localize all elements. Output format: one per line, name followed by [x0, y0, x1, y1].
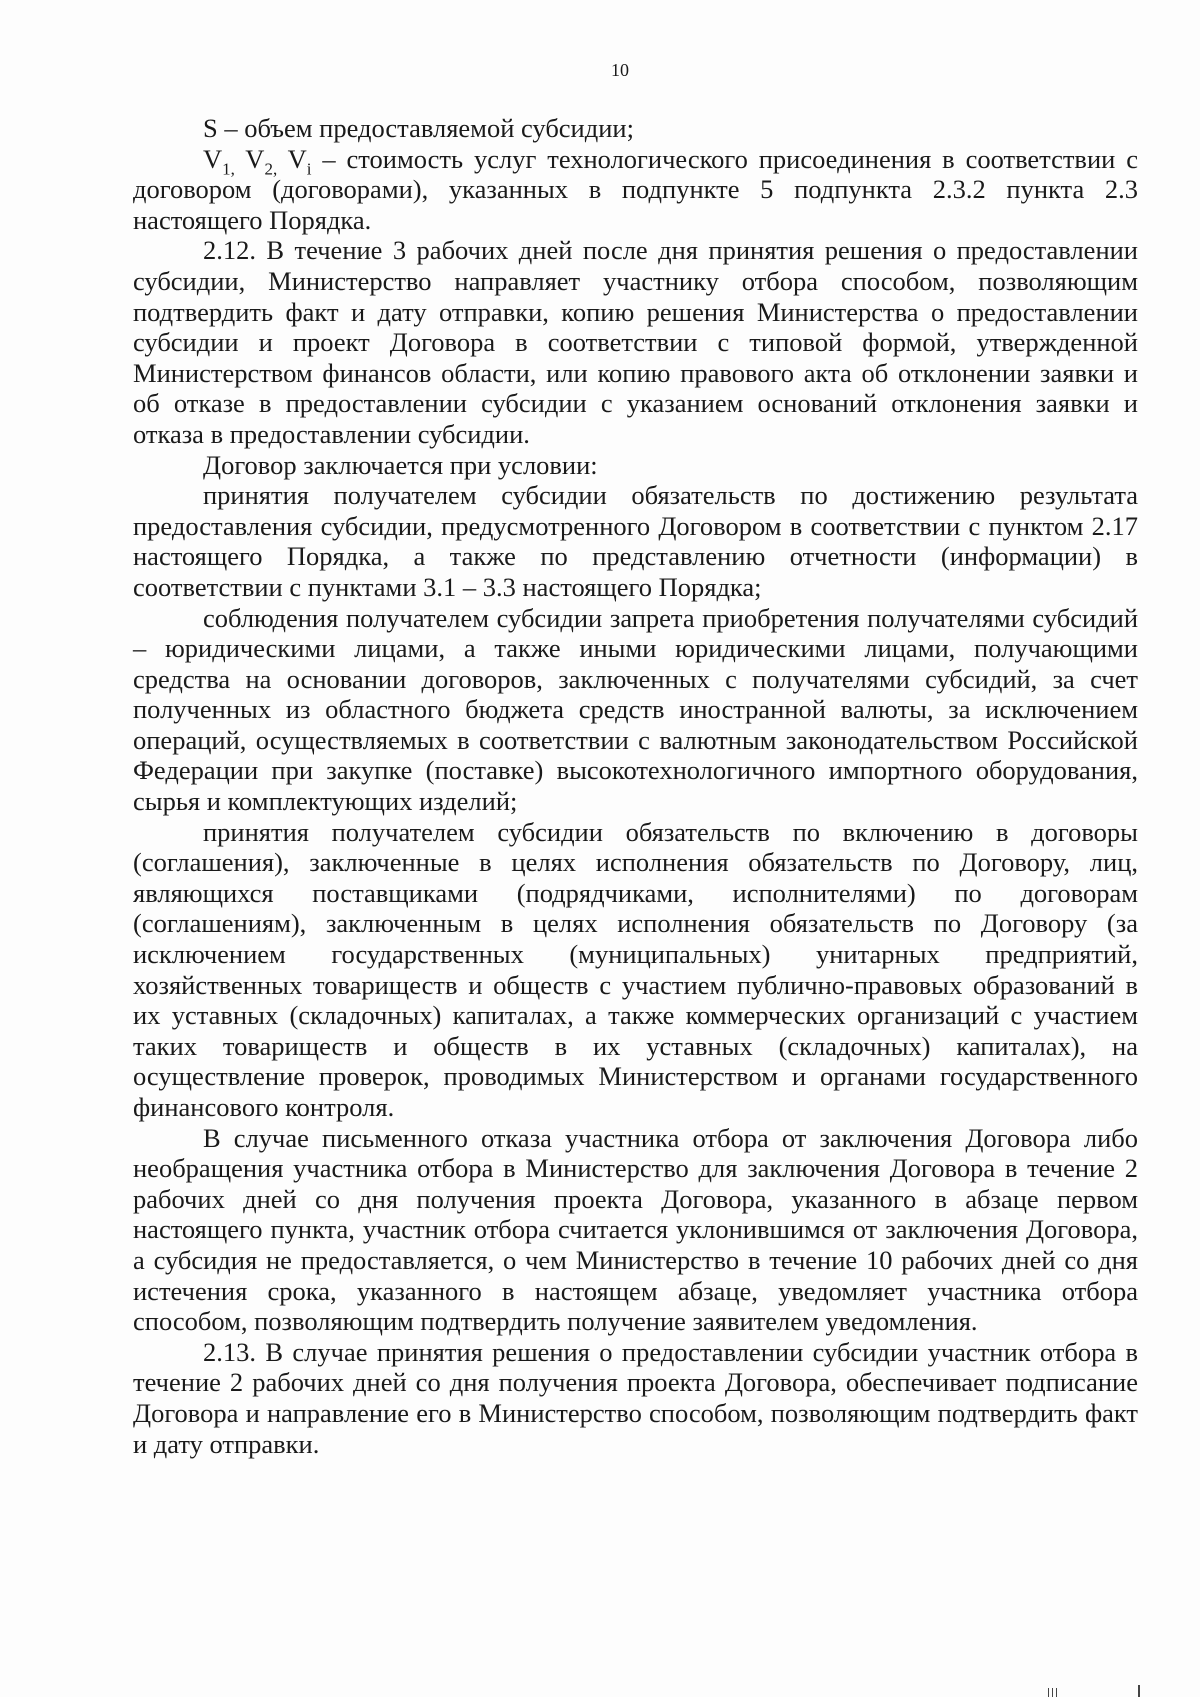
paragraph-contract-condition: Договор заключается при условии: [203, 449, 598, 480]
document-body [133, 113, 1138, 1459]
subscript-2: 2, [264, 158, 278, 178]
scan-mark [1056, 1688, 1057, 1697]
paragraph-cost-definition [133, 144, 1138, 236]
scan-mark [1048, 1688, 1049, 1697]
subscript-i: i [306, 158, 312, 178]
variable-vi: V [277, 143, 307, 174]
paragraph-2-12: 2.12. В течение 3 рабочих дней после дня принятия решения о предоставлении субсидии, Министерство направляет участнику отбора способом, позволяющим подтвердить факт и дату отправки, копию решения Министерства о предоставлении субсидии и проект Договора в соответствии с типовой формой, утвержденной Министерством финансов области, или копию правового акта об отклонении заявки и об отказе в предоставлении субсидии с указанием оснований отклонения заявки и отказа в предоставлении субсидии. [133, 235, 1138, 449]
scan-mark [1052, 1688, 1053, 1697]
cost-definition-text: – стоимость услуг технологического присоединения в соответствии с договором (договорами), указанных в подпункте 5 подпункта 2.3.2 пункта 2.3 настоящего Порядка. [133, 143, 1138, 235]
scan-mark [1138, 1685, 1140, 1697]
paragraph-subsidy-volume: S – объем предоставляемой субсидии; [203, 113, 634, 143]
variable-v1: V [203, 143, 223, 174]
subscript-1: 1, [222, 158, 235, 178]
paragraph-condition-obligations: принятия получателем субсидии обязательств по достижению результата предоставления субсидии, предусмотренного Договором в соответствии с пунктом 2.17 настоящего Порядка, а также по представлению отчетности (информации) в соответствии с пунктами 3.1 – 3.3 настоящего Порядка; [133, 480, 1138, 602]
paragraph-2-13: 2.13. В случае принятия решения о предоставлении субсидии участник отбора в течение 2 рабочих дней со дня получения проекта Договора, обеспечивает подписание Договора и направление его в Министерство способом, позволяющим подтвердить факт и дату отправки. [133, 1336, 1138, 1459]
page-number: 10 [611, 60, 629, 80]
paragraph-refusal: В случае письменного отказа участника отбора от заключения Договора либо необращения участника отбора в Министерство для заключения Договора в течение 2 рабочих дней со дня получения проекта Договора, указанного в абзаце первом настоящего пункта, участник отбора считается уклонившимся от заключения Договора, а субсидия не предоставляется, о чем Министерство в течение 10 рабочих дней со дня истечения срока, указанного в настоящем абзаце, уведомляет участника отбора способом, позволяющим подтвердить получение заявителем уведомления. [133, 1122, 1138, 1337]
variable-v2: V [234, 143, 265, 174]
paragraph-condition-inspections: принятия получателем субсидии обязательств по включению в договоры (соглашения), заключенные в целях исполнения обязательств по Договору, лиц, являющихся поставщиками (подрядчиками, исполнителями) по договорам (соглашениям), заключенным в целях исполнения обязательств по Договору (за исключением государственных (муниципальных) унитарных предприятий, хозяйственных товариществ и обществ с участием публично-правовых образований в их уставных (складочных) капиталах, а также коммерческих организаций с участием таких товариществ и обществ в их уставных (складочных) капиталах), на осуществление проверок, проводимых Министерством и органами государственного финансового контроля. [133, 816, 1138, 1122]
paragraph-condition-currency: соблюдения получателем субсидии запрета приобретения получателями субсидий – юридическими лицами, а также иными юридическими лицами, получающими средства на основании договоров, заключенных с получателями субсидий, за счет полученных из областного бюджета средств иностранной валюты, за исключением операций, осуществляемых в соответствии с валютным законодательством Российской Федерации при закупке (поставке) высокотехнологичного импортного оборудования, сырья и комплектующих изделий; [133, 602, 1138, 817]
